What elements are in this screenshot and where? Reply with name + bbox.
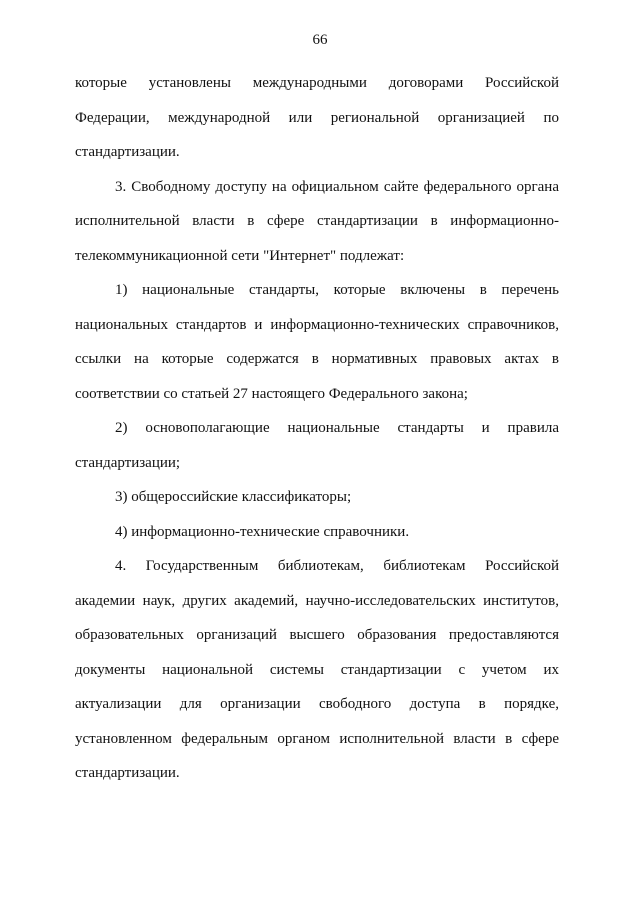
text-line: стандартизации. <box>75 765 180 781</box>
text-line: документы национальной системы стандартизации с учетом их <box>75 661 559 678</box>
text-line: 4) информационно-технические справочники. <box>115 523 410 540</box>
text-line: 2) основополагающие национальные стандарты и правила <box>115 420 559 436</box>
text-line: которые установлены международными договорами Российской <box>75 75 559 91</box>
text-line: стандартизации; <box>75 454 181 471</box>
text-line: стандартизации. <box>75 144 180 160</box>
text-line: ссылки на которые содержатся в нормативных правовых актах в <box>75 351 559 367</box>
text-line: установленном федеральным органом исполнительной власти в сфере <box>75 730 559 747</box>
text-line: актуализации для организации свободного доступа в порядке, <box>75 696 559 712</box>
text-line: исполнительной власти в сфере стандартизации в информационно- <box>75 213 559 229</box>
text-line: 3. Свободному доступу на официальном сайте федерального органа <box>115 178 559 195</box>
text-line: 3) общероссийские классификаторы; <box>115 489 352 505</box>
text-line: 4. Государственным библиотекам, библиотекам Российской <box>115 558 559 574</box>
document-body <box>75 66 559 791</box>
text-line: 1) национальные стандарты, которые включены в перечень <box>115 282 559 298</box>
text-line: национальных стандартов и информационно-технических справочников, <box>75 316 559 333</box>
text-line: телекоммуникационной сети "Интернет" подлежат: <box>75 247 405 264</box>
text-line: академии наук, других академий, научно-исследовательских институтов, <box>75 592 559 609</box>
text-line: Федерации, международной или региональной организацией по <box>75 109 559 126</box>
text-line: соответствии со статьей 27 настоящего Федерального закона; <box>75 385 468 402</box>
page-number: 66 <box>312 32 328 48</box>
text-line: образовательных организаций высшего образования предоставляются <box>75 627 559 643</box>
